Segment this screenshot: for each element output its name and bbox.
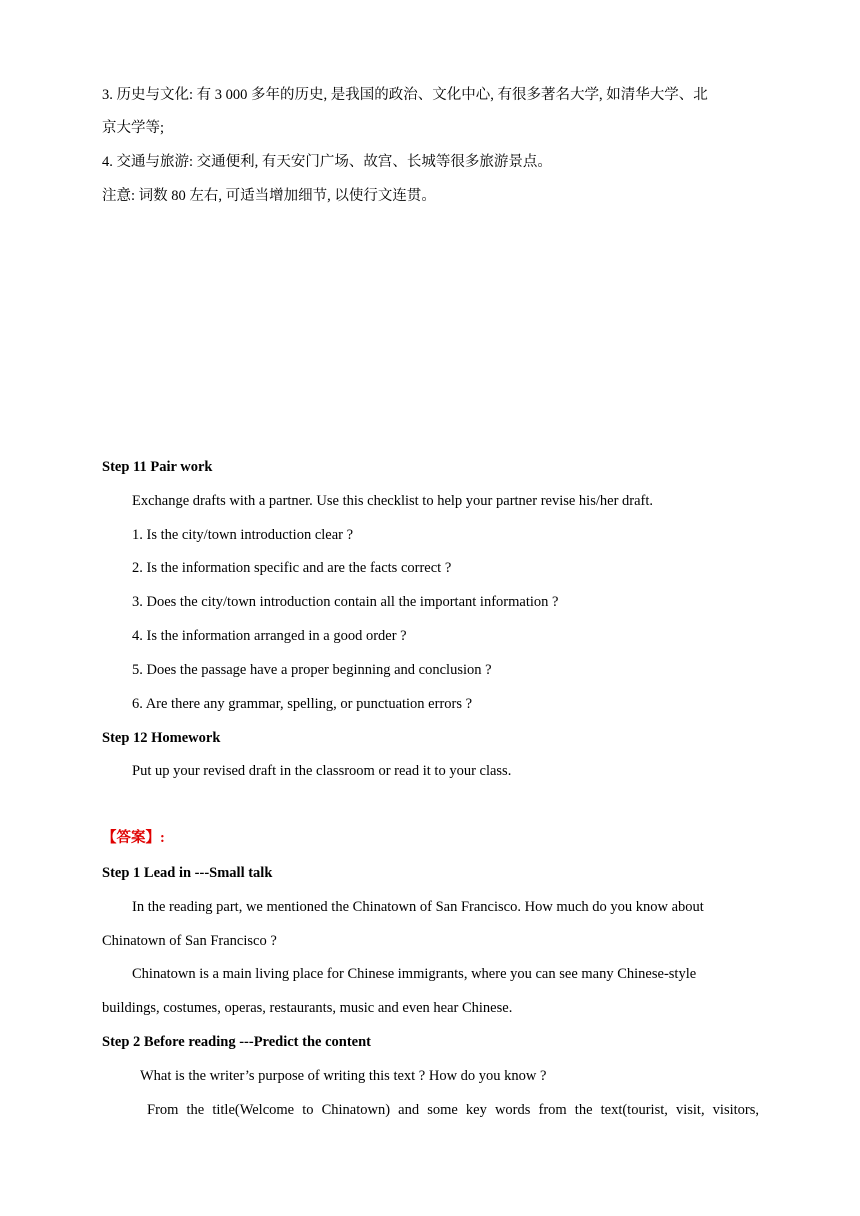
step1-heading: Step 1 Lead in ---Small talk [102,865,273,881]
step1-p1-line2: Chinatown of San Francisco ? [102,933,277,949]
step1-p2-line1: Chinatown is a main living place for Chinese immigrants, where you can see many Chinese-style [132,966,697,982]
step2-heading: Step 2 Before reading ---Predict the content [102,1034,372,1050]
checklist-item: 6. Are there any grammar, spelling, or punctuation errors ? [132,696,473,712]
note-line: 注意: 词数 80 左右, 可适当增加细节, 以使行文连贯。 [102,188,436,204]
step2-answer-line1: From the title(Welcome to Chinatown) and some key words from the text(tourist, visit, visitors, [147,1102,759,1118]
step12-heading: Step 12 Homework [102,730,221,746]
item4-line: 4. 交通与旅游: 交通便利, 有天安门广场、故宫、长城等很多旅游景点。 [102,154,552,170]
step2-question: What is the writer’s purpose of writing this text ? How do you know ? [140,1068,547,1084]
step1-p1-line1: In the reading part, we mentioned the Chinatown of San Francisco. How much do you know about [132,899,704,915]
step11-heading: Step 11 Pair work [102,459,213,475]
checklist-item: 5. Does the passage have a proper beginning and conclusion ? [132,662,492,678]
checklist-item: 3. Does the city/town introduction contain all the important information ? [132,594,559,610]
step11-intro: Exchange drafts with a partner. Use this checklist to help your partner revise his/her draft. [132,493,654,509]
checklist-item: 1. Is the city/town introduction clear ? [132,527,354,543]
step1-p2-line2: buildings, costumes, operas, restaurants, music and even hear Chinese. [102,1000,513,1016]
checklist-item: 2. Is the information specific and are the facts correct ? [132,560,452,576]
item3-line2: 京大学等; [102,120,165,136]
item3-line1: 3. 历史与文化: 有 3 000 多年的历史, 是我国的政治、文化中心, 有很多著名大学, 如清华大学、北 [102,87,708,103]
answer-label: 【答案】: [102,830,165,846]
step12-text: Put up your revised draft in the classroom or read it to your class. [132,763,512,779]
checklist-item: 4. Is the information arranged in a good order ? [132,628,407,644]
